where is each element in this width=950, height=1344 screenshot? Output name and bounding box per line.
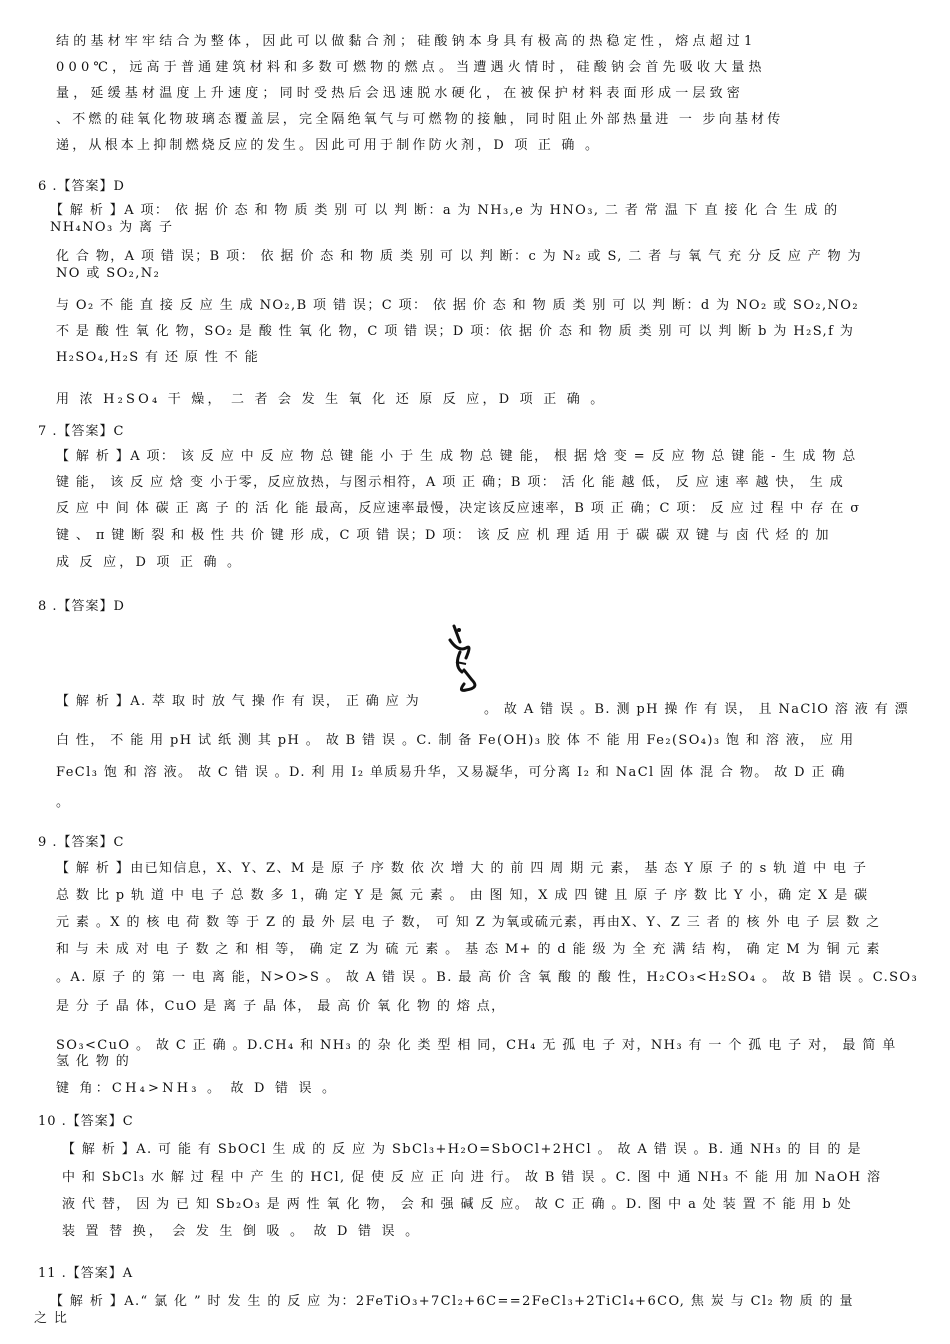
text-line: 氢 化 物 的 <box>56 1054 131 1069</box>
text-line: 之 比 <box>34 1311 69 1326</box>
text-line: 化 合 物，A 项 错 误；B 项： 依 据 价 态 和 物 质 类 别 可 以 判 断：c 为 N₂ 或 S, 二 者 与 氧 气 充 分 反 应 产 物 为 <box>56 249 863 264</box>
text-line: NO 或 SO₂,N₂ <box>56 266 161 281</box>
q8-answer-heading: 8 .【答案】D <box>38 599 125 614</box>
text-line: 000℃，远高于普通建筑材料和多数可燃物的燃点。当遭遇火情时，硅酸钠会首先吸收大量热 <box>56 60 766 75</box>
text-line: 、不燃的硅氧化物玻璃态覆盖层，完全隔绝氧气与可燃物的接触，同时阻止外部热量进 一 步向基材传 <box>56 112 784 127</box>
text-line: FeCl₃ 饱 和 溶 液。 故 C 错 误 。D. 利 用 I₂ 单质易升华，又易凝华，可分离 I₂ 和 NaCl 固 体 混 合 物。 故 D 正 确 <box>56 765 846 780</box>
text-line: 。 故 A 错 误 。B. 测 pH 操 作 有 误， 且 NaClO 溶 液 有 漂 <box>484 702 910 717</box>
q10-answer-heading: 10 .【答案】C <box>38 1114 134 1129</box>
text-line: 【 解 析 】A 项： 依 据 价 态 和 物 质 类 别 可 以 判 断：a 为 NH₃,e 为 HNO₃, 二 者 常 温 下 直 接 化 合 生 成 的 <box>50 203 839 218</box>
text-line: 。A. 原 子 的 第 一 电 离 能，N>O>S 。 故 A 错 误 。B. 最 高 价 含 氧 酸 的 酸 性，H₂CO₃<H₂SO₄ 。 故 B 错 误 。C.SO₃ <box>56 970 919 985</box>
q11-answer-heading: 11 .【答案】A <box>38 1266 134 1281</box>
text-line: 键 能， 该 反 应 焓 变 小于零，反应放热，与图示相符，A 项 正 确；B 项： 活 化 能 越 低， 反 应 速 率 越 快， 生 成 <box>56 475 845 490</box>
text-line: 用 浓 H₂SO₄ 干 燥， 二 者 会 发 生 氧 化 还 原 反 应，D 项 正 确 。 <box>56 392 607 407</box>
text-line: 结的基材牢牢结合为整体，因此可以做黏合剂；硅酸钠本身具有极高的热稳定性，熔点超过1 <box>56 34 757 49</box>
text-line: 液 代 替， 因 为 已 知 Sb₂O₃ 是 两 性 氧 化 物， 会 和 强 碱 反 应。 故 C 正 确 。D. 图 中 a 处 装 置 不 能 用 b 处 <box>62 1197 853 1212</box>
text-line: 总 数 比 p 轨 道 中 电 子 总 数 多 1，确 定 Y 是 氮 元 素 。 由 图 知，X 成 四 键 且 原 子 序 数 比 Y 小，确 定 X 是 碳 <box>56 888 869 903</box>
text-line: 中 和 SbCl₃ 水 解 过 程 中 产 生 的 HCl, 促 使 反 应 正 向 进 行。 故 B 错 误 。C. 图 中 通 NH₃ 不 能 用 加 NaOH 溶 <box>62 1170 882 1185</box>
text-line: 元 素 。X 的 核 电 荷 数 等 于 Z 的 最 外 层 电 子 数， 可 知 Z 为氧或硫元素，再由X、Y、Z 三 者 的 核 外 电 子 层 数 之 <box>56 915 881 930</box>
text-line: 与 O₂ 不 能 直 接 反 应 生 成 NO₂,B 项 错 误；C 项： 依 据 价 态 和 物 质 类 别 可 以 判 断：d 为 NO₂ 或 SO₂,NO₂ <box>56 298 859 313</box>
text-line: 【 解 析 】A.“ 氯 化 ” 时 发 生 的 反 应 为：2FeTiO₃+7Cl₂+6C==2FeCl₃+2TiCl₄+6CO, 焦 炭 与 Cl₂ 物 质 的 量 <box>50 1294 854 1309</box>
text-line: 递，从根本上抑制燃烧反应的发生。因此可用于制作防火剂，D 项 正 确 。 <box>56 138 602 153</box>
q6-answer-heading: 6 .【答案】D <box>38 179 125 194</box>
separatory-funnel-sketch <box>436 622 488 694</box>
text-line: NH₄NO₃ 为 离 子 <box>50 220 174 235</box>
text-line: 装 置 替 换， 会 发 生 倒 吸 。 故 D 错 误 。 <box>62 1224 422 1239</box>
text-line: 。 <box>56 795 72 810</box>
text-line: 键 、 π 键 断 裂 和 极 性 共 价 键 形 成，C 项 错 误；D 项： 该 反 应 机 理 适 用 于 碳 碳 双 键 与 卤 代 烃 的 加 <box>56 528 830 543</box>
text-line: 【 解 析 】A. 可 能 有 SbOCl 生 成 的 反 应 为 SbCl₃+H₂O=SbOCl+2HCl 。 故 A 错 误 。B. 通 NH₃ 的 目 的 是 <box>62 1142 862 1157</box>
text-line: 【 解 析 】A. 萃 取 时 放 气 操 作 有 误， 正 确 应 为 <box>56 694 421 709</box>
text-line: 键 角：CH₄>NH₃ 。 故 D 错 误 。 <box>56 1081 339 1096</box>
text-line: 白 性， 不 能 用 pH 试 纸 测 其 pH 。 故 B 错 误 。C. 制 备 Fe(OH)₃ 胶 体 不 能 用 Fe₂(SO₄)₃ 饱 和 溶 液， 应 用 <box>56 733 855 748</box>
text-line: 是 分 子 晶 体，CuO 是 离 子 晶 体， 最 高 价 氧 化 物 的 熔 点， <box>56 999 506 1014</box>
text-line: 不 是 酸 性 氧 化 物，SO₂ 是 酸 性 氧 化 物，C 项 错 误；D 项：依 据 价 态 和 物 质 类 别 可 以 判 断 b 为 H₂S,f 为 <box>56 324 855 339</box>
q7-answer-heading: 7 .【答案】C <box>38 424 125 439</box>
q9-answer-heading: 9 .【答案】C <box>38 835 125 850</box>
text-line: 和 与 未 成 对 电 子 数 之 和 相 等， 确 定 Z 为 硫 元 素 。 基 态 M+ 的 d 能 级 为 全 充 满 结 构， 确 定 M 为 铜 元 素 <box>56 942 881 957</box>
text-line: H₂SO₄,H₂S 有 还 原 性 不 能 <box>56 350 260 365</box>
text-line: SO₃<CuO 。 故 C 正 确 。D.CH₄ 和 NH₃ 的 杂 化 类 型 相 同，CH₄ 无 孤 电 子 对，NH₃ 有 一 个 孤 电 子 对， 最 简 单 <box>56 1038 897 1053</box>
text-line: 【 解 析 】A 项： 该 反 应 中 反 应 物 总 键 能 小 于 生 成 物 总 键 能， 根 据 焓 变 = 反 应 物 总 键 能 - 生 成 物 总 <box>56 449 857 464</box>
text-line: 量，延缓基材温度上升速度；同时受热后会迅速脱水硬化，在被保护材料表面形成一层致密 <box>56 86 745 101</box>
text-line: 成 反 应，D 项 正 确 。 <box>56 555 244 570</box>
text-line: 反 应 中 间 体 碳 正 离 子 的 活 化 能 最高，反应速率最慢，决定该反应速率，B 项 正 确；C 项： 反 应 过 程 中 存 在 σ <box>56 501 861 516</box>
text-line: 【 解 析 】由已知信息，X、Y、Z、M 是 原 子 序 数 依 次 增 大 的 前 四 周 期 元 素， 基 态 Y 原 子 的 s 轨 道 中 电 子 <box>56 861 868 876</box>
